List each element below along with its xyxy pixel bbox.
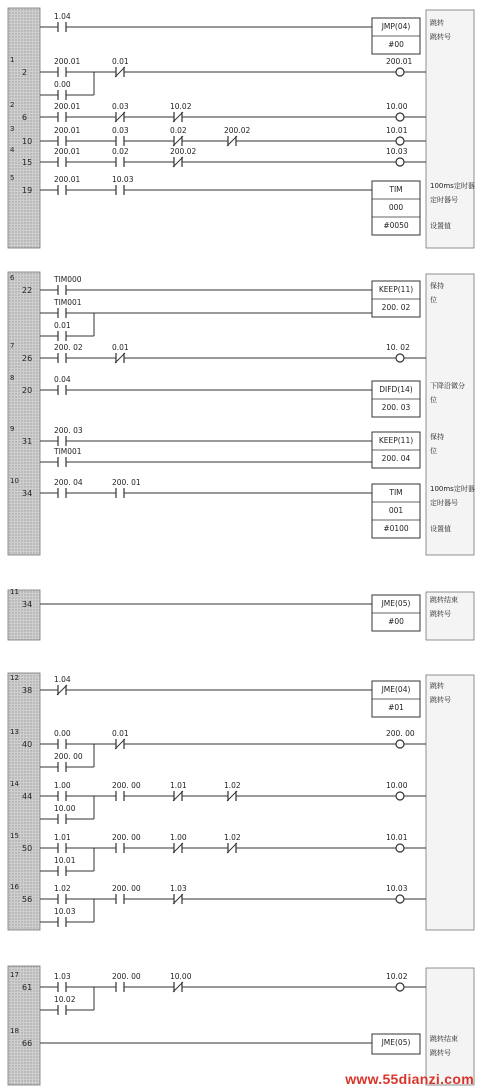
step-number: 5 xyxy=(10,174,15,182)
coil-label: 200. 00 xyxy=(386,729,415,738)
contact-gap xyxy=(116,159,124,165)
contact-label: 1.03 xyxy=(54,972,71,981)
step-number: 4 xyxy=(10,146,15,154)
instruction-note: 100ms定时器 xyxy=(430,182,475,190)
instruction-note: 跳转结束 xyxy=(430,1035,458,1043)
contact-label: TIM001 xyxy=(54,447,82,456)
contact-label: 200.02 xyxy=(224,126,251,135)
instruction-note: 定时器号 xyxy=(430,499,458,507)
step-number: 11 xyxy=(10,588,19,596)
step-number: 8 xyxy=(10,374,15,382)
rung xyxy=(10,274,444,317)
contact-label: 1.00 xyxy=(170,833,187,842)
contact-gap xyxy=(58,816,66,822)
instruction-note: 跳转 xyxy=(430,682,444,690)
rung xyxy=(10,174,475,235)
ladder-section-2 xyxy=(8,272,475,555)
output-coil xyxy=(396,844,404,852)
right-panel xyxy=(426,675,474,930)
coil-label: 10.03 xyxy=(386,147,408,156)
instruction-text: DIFD(14) xyxy=(379,385,413,394)
contact-gap xyxy=(58,187,66,193)
step-number: 9 xyxy=(10,425,15,433)
contact-gap xyxy=(116,187,124,193)
rung xyxy=(10,780,426,824)
contact-gap xyxy=(58,919,66,925)
instruction-text: 200. 03 xyxy=(381,403,411,412)
step-number: 18 xyxy=(10,1027,19,1035)
step-address: 10 xyxy=(22,137,33,146)
no-contact xyxy=(54,752,83,772)
step-address: 6 xyxy=(22,113,28,122)
contact-label: 1.02 xyxy=(54,884,71,893)
contact-label: 1.01 xyxy=(170,781,187,790)
instruction-text: 001 xyxy=(388,506,404,515)
contact-label: 10.00 xyxy=(170,972,192,981)
contact-label: 10.02 xyxy=(54,995,76,1004)
contact-gap xyxy=(58,459,66,465)
step-number: 3 xyxy=(10,125,15,133)
instruction-note: 跳转号 xyxy=(430,610,451,618)
instruction-text: JME(05) xyxy=(381,1038,411,1047)
output-coil xyxy=(396,792,404,800)
instruction-note: 跳转结束 xyxy=(430,596,458,604)
contact-label: 200. 00 xyxy=(54,752,83,761)
contact-label: 1.04 xyxy=(54,12,71,21)
no-contact xyxy=(53,275,82,295)
step-address: 2 xyxy=(22,68,28,77)
step-address: 26 xyxy=(22,354,33,363)
contact-gap xyxy=(58,310,66,316)
contact-label: 0.00 xyxy=(54,729,71,738)
instruction-note: 跳转号 xyxy=(430,1049,451,1057)
step-number: 10 xyxy=(10,477,19,485)
contact-gap xyxy=(58,868,66,874)
contact-gap xyxy=(58,793,66,799)
contact-label: 0.03 xyxy=(112,102,129,111)
contact-label: 200. 03 xyxy=(54,426,83,435)
no-contact xyxy=(54,478,83,498)
no-contact xyxy=(54,126,80,146)
rung xyxy=(10,101,426,122)
contact-gap xyxy=(58,896,66,902)
step-address: 34 xyxy=(22,489,33,498)
no-contact xyxy=(54,57,80,77)
instruction-text: TIM xyxy=(389,488,403,497)
ladder-section-4 xyxy=(8,673,474,930)
step-address: 31 xyxy=(22,437,33,446)
no-contact xyxy=(54,426,83,446)
contact-gap xyxy=(58,741,66,747)
instruction-note: 位 xyxy=(430,296,437,304)
coil-label: 10.03 xyxy=(386,884,408,893)
step-address: 50 xyxy=(22,844,33,853)
contact-gap xyxy=(58,355,66,361)
rung xyxy=(10,832,426,876)
contact-label: 0.01 xyxy=(112,729,129,738)
step-address: 66 xyxy=(22,1039,33,1048)
rung xyxy=(10,374,465,417)
contact-label: 200.01 xyxy=(54,175,81,184)
step-number: 17 xyxy=(10,971,19,979)
step-number: 12 xyxy=(10,674,19,682)
step-address: 20 xyxy=(22,386,33,395)
contact-gap xyxy=(58,1007,66,1013)
instruction-text: KEEP(11) xyxy=(378,436,414,445)
no-contact xyxy=(54,175,80,195)
contact-gap xyxy=(116,896,124,902)
contact-label: 200.01 xyxy=(54,126,81,135)
rung xyxy=(10,477,475,538)
ladder-section-5 xyxy=(8,966,474,1085)
output-coil xyxy=(396,68,404,76)
rung xyxy=(40,12,451,54)
right-panel xyxy=(426,10,474,248)
output-coil xyxy=(396,113,404,121)
step-address: 56 xyxy=(22,895,33,904)
contact-gap xyxy=(58,138,66,144)
instruction-text: JMP(04) xyxy=(381,22,411,31)
left-power-rail xyxy=(8,673,40,930)
contact-gap xyxy=(58,387,66,393)
step-address: 44 xyxy=(22,792,33,801)
rung xyxy=(10,588,458,631)
contact-gap xyxy=(58,333,66,339)
contact-label: 1.03 xyxy=(170,884,187,893)
contact-label: 0.03 xyxy=(112,126,129,135)
instruction-note: 位 xyxy=(430,396,437,404)
step-number: 7 xyxy=(10,342,15,350)
step-number: 14 xyxy=(10,780,19,788)
contact-gap xyxy=(116,845,124,851)
no-contact xyxy=(112,972,141,992)
contact-label: 0.01 xyxy=(54,321,71,330)
output-coil xyxy=(396,895,404,903)
contact-gap xyxy=(116,793,124,799)
instruction-text: 000 xyxy=(388,203,404,212)
instruction-note: 跳转 xyxy=(430,19,444,27)
right-panel xyxy=(426,968,474,1085)
step-number: 2 xyxy=(10,101,15,109)
ladder-section-3 xyxy=(8,588,474,640)
contact-label: 200.01 xyxy=(54,102,81,111)
right-panel xyxy=(426,274,474,555)
contact-label: 0.01 xyxy=(112,343,129,352)
contact-label: 200. 00 xyxy=(112,884,141,893)
rung xyxy=(10,883,426,927)
contact-label: TIM001 xyxy=(54,298,82,307)
rung xyxy=(10,674,451,717)
instruction-text: 200. 02 xyxy=(381,303,411,312)
no-contact xyxy=(112,884,141,904)
contact-gap xyxy=(58,24,66,30)
contact-label: 200. 00 xyxy=(112,833,141,842)
contact-gap xyxy=(58,159,66,165)
contact-gap xyxy=(116,984,124,990)
step-address: 15 xyxy=(22,158,33,167)
nc-contact xyxy=(224,126,250,146)
contact-label: 1.02 xyxy=(224,833,241,842)
coil-label: 10.00 xyxy=(386,102,408,111)
step-address: 38 xyxy=(22,686,33,695)
ladder-section-1 xyxy=(8,8,475,248)
contact-label: 200. 04 xyxy=(54,478,83,487)
contact-label: TIM000 xyxy=(54,275,82,284)
contact-label: 1.00 xyxy=(54,781,71,790)
instruction-note: 设置值 xyxy=(430,222,451,230)
contact-label: 200. 01 xyxy=(112,478,141,487)
step-number: 1 xyxy=(10,56,15,64)
instruction-text: #01 xyxy=(388,703,404,712)
step-address: 19 xyxy=(22,186,33,195)
step-address: 40 xyxy=(22,740,33,749)
contact-label: 200.02 xyxy=(170,147,197,156)
instruction-note: 定时器号 xyxy=(430,196,458,204)
contact-label: 200. 00 xyxy=(112,972,141,981)
instruction-text: #0100 xyxy=(383,524,409,533)
contact-label: 10.03 xyxy=(112,175,134,184)
instruction-note: 位 xyxy=(430,447,437,455)
rung xyxy=(10,342,426,363)
rung xyxy=(10,728,426,772)
output-coil xyxy=(396,354,404,362)
rung xyxy=(10,56,426,100)
instruction-note: 设置值 xyxy=(430,525,451,533)
contact-label: 200. 00 xyxy=(112,781,141,790)
rung xyxy=(10,971,426,1015)
contact-label: 0.00 xyxy=(54,80,71,89)
nc-contact xyxy=(170,147,196,167)
step-number: 15 xyxy=(10,832,19,840)
contact-gap xyxy=(58,438,66,444)
rung xyxy=(10,146,426,167)
no-contact xyxy=(112,833,141,853)
no-contact xyxy=(112,781,141,801)
coil-label: 10.01 xyxy=(386,833,408,842)
instruction-text: JME(05) xyxy=(381,599,411,608)
no-contact xyxy=(54,147,80,167)
contact-gap xyxy=(58,287,66,293)
contact-label: 10.03 xyxy=(54,907,76,916)
output-coil xyxy=(396,983,404,991)
rung xyxy=(40,447,372,467)
contact-gap xyxy=(58,764,66,770)
contact-gap xyxy=(58,69,66,75)
instruction-note: 保持 xyxy=(430,282,444,290)
contact-label: 0.02 xyxy=(112,147,129,156)
instruction-text: JME(04) xyxy=(381,685,411,694)
contact-gap xyxy=(58,114,66,120)
contact-gap xyxy=(116,138,124,144)
instruction-note: 100ms定时器 xyxy=(430,485,475,493)
contact-label: 0.02 xyxy=(170,126,187,135)
contact-gap xyxy=(116,490,124,496)
no-contact xyxy=(54,102,80,122)
coil-label: 10.02 xyxy=(386,972,408,981)
no-contact xyxy=(53,447,82,467)
step-address: 22 xyxy=(22,286,33,295)
instruction-text: KEEP(11) xyxy=(378,285,414,294)
watermark-text: www.55dianzi.com xyxy=(345,1071,474,1087)
contact-label: 10.01 xyxy=(54,856,76,865)
step-address: 34 xyxy=(22,600,33,609)
no-contact xyxy=(112,478,141,498)
instruction-text: #00 xyxy=(388,40,404,49)
coil-label: 10. 02 xyxy=(386,343,410,352)
step-number: 6 xyxy=(10,274,15,282)
output-coil xyxy=(396,137,404,145)
rung xyxy=(10,1027,458,1057)
contact-gap xyxy=(58,92,66,98)
left-power-rail xyxy=(8,590,40,640)
rung xyxy=(40,298,372,341)
step-number: 13 xyxy=(10,728,19,736)
contact-label: 1.01 xyxy=(54,833,71,842)
output-coil xyxy=(396,740,404,748)
left-power-rail xyxy=(8,272,40,555)
contact-label: 200.01 xyxy=(54,57,81,66)
step-address: 61 xyxy=(22,983,33,992)
contact-label: 10.02 xyxy=(170,102,192,111)
coil-label: 10.01 xyxy=(386,126,408,135)
contact-gap xyxy=(58,845,66,851)
instruction-note: 下降沿微分 xyxy=(430,382,465,390)
contact-label: 200. 02 xyxy=(54,343,83,352)
instruction-text: TIM xyxy=(389,185,403,194)
step-number: 16 xyxy=(10,883,19,891)
rung xyxy=(10,125,426,146)
contact-label: 1.02 xyxy=(224,781,241,790)
contact-label: 10.00 xyxy=(54,804,76,813)
contact-gap xyxy=(58,984,66,990)
contact-gap xyxy=(58,490,66,496)
instruction-text: 200. 04 xyxy=(381,454,411,463)
contact-label: 0.01 xyxy=(112,57,129,66)
instruction-note: 跳转号 xyxy=(430,696,451,704)
contact-label: 200.01 xyxy=(54,147,81,156)
no-contact xyxy=(54,343,83,363)
instruction-note: 跳转号 xyxy=(430,33,451,41)
coil-label: 10.00 xyxy=(386,781,408,790)
contact-label: 0.04 xyxy=(54,375,71,384)
instruction-text: #00 xyxy=(388,617,404,626)
instruction-note: 保持 xyxy=(430,433,444,441)
no-contact xyxy=(53,298,82,318)
contact-label: 1.04 xyxy=(54,675,71,684)
instruction-text: #0050 xyxy=(383,221,409,230)
output-coil xyxy=(396,158,404,166)
coil-label: 200.01 xyxy=(386,57,413,66)
